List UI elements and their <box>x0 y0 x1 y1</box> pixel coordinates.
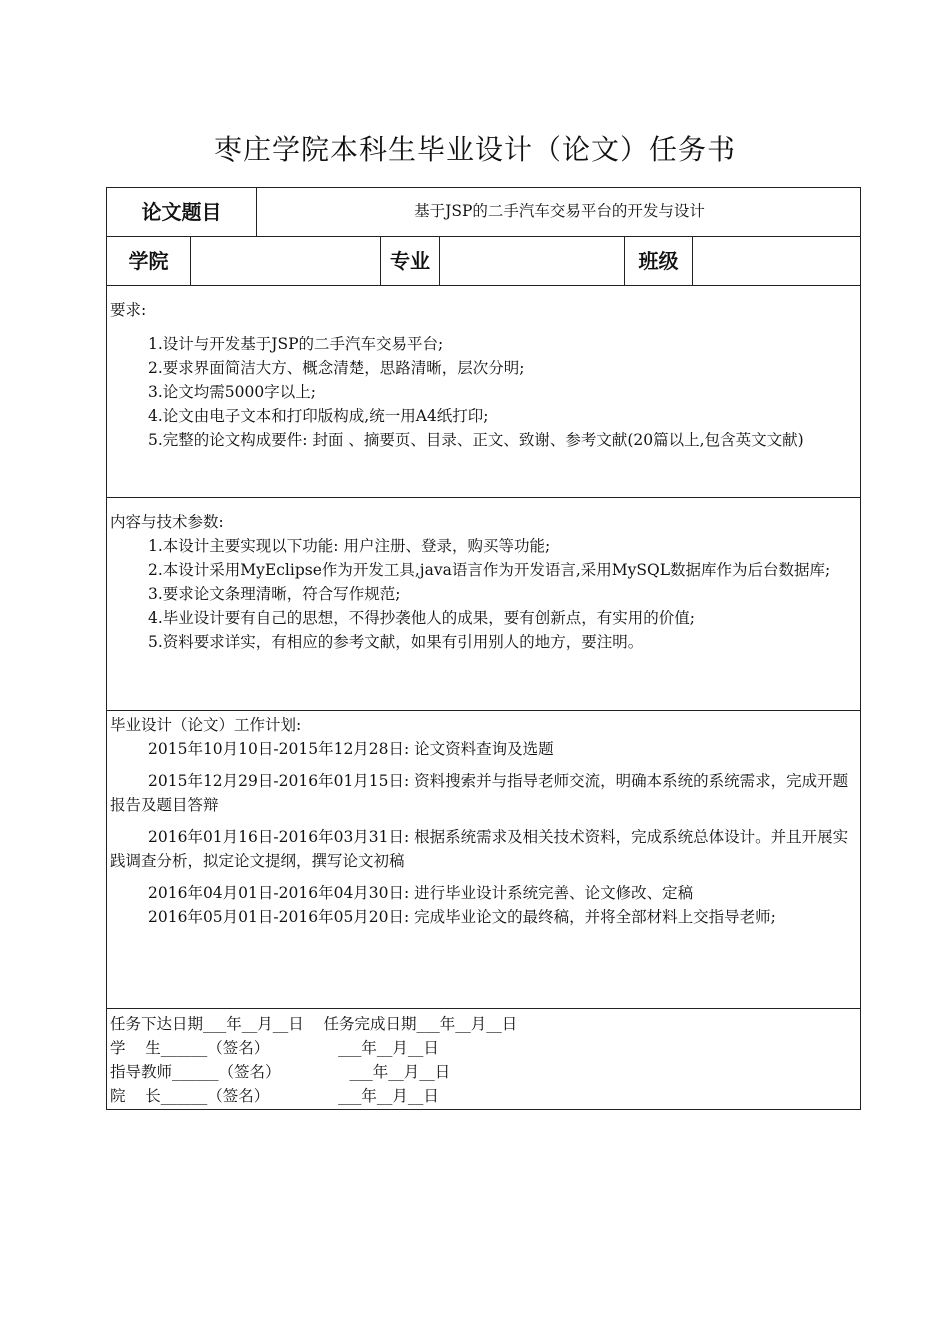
task-form <box>106 187 861 1110</box>
requirements-heading: 要求: <box>110 301 147 319</box>
requirements-section <box>107 286 860 498</box>
plan-heading: 毕业设计（论文）工作计划: <box>110 716 302 734</box>
topic-label: 论文题目 <box>107 188 257 236</box>
content-item: 2.本设计采用MyEclipse作为开发工具,java语言作为开发语言,采用MySQL数据库作为后台数据库; <box>148 561 831 579</box>
class-value <box>693 237 862 285</box>
plan-item: 2015年10月10日-2015年12月28日: 论文资料查询及选题 <box>148 740 554 758</box>
requirement-item: 2.要求界面简洁大方、概念清楚，思路清晰，层次分明; <box>148 359 525 377</box>
signature-section <box>107 1009 860 1111</box>
topic-row <box>107 188 860 237</box>
requirement-item: 5.完整的论文构成要件: 封面 、摘要页、目录、正文、致谢、参考文献(20篇以上,包含英文文献) <box>148 431 804 449</box>
task-dates-line: 任务下达日期___年__月__日 任务完成日期___年__月__日 <box>110 1015 518 1033</box>
document-title: 枣庄学院本科生毕业设计（论文）任务书 <box>213 133 736 166</box>
dean-signature-line: 院 长______（签名） ___年__月__日 <box>110 1087 439 1105</box>
class-label: 班级 <box>625 237 693 285</box>
major-value <box>440 237 625 285</box>
content-item: 1.本设计主要实现以下功能: 用户注册、登录，购买等功能; <box>148 537 551 555</box>
plan-item: 2016年04月01日-2016年04月30日: 进行毕业设计系统完善、论文修改、定稿 <box>148 884 694 902</box>
college-label: 学院 <box>107 237 191 285</box>
content-heading: 内容与技术参数: <box>110 513 224 531</box>
requirement-item: 4.论文由电子文本和打印版构成,统一用A4纸打印; <box>148 407 489 425</box>
content-item: 4.毕业设计要有自己的思想，不得抄袭他人的成果，要有创新点，有实用的价值; <box>148 609 696 627</box>
requirement-item: 3.论文均需5000字以上; <box>148 383 316 401</box>
content-item: 3.要求论文条理清晰，符合写作规范; <box>148 585 401 603</box>
plan-section <box>107 711 860 1009</box>
info-row <box>107 237 860 286</box>
college-value <box>191 237 381 285</box>
advisor-signature-line: 指导教师______（签名） ___年__月__日 <box>110 1063 451 1081</box>
topic-value: 基于JSP的二手汽车交易平台的开发与设计 <box>414 202 705 220</box>
requirement-item: 1.设计与开发基于JSP的二手汽车交易平台; <box>148 335 444 353</box>
plan-item: 2016年01月16日-2016年03月31日: 根据系统需求及相关技术资料，完成系统总体设计。并且开展实践调查分析，拟定论文提纲，撰写论文初稿 <box>110 828 849 870</box>
plan-item: 2015年12月29日-2016年01月15日: 资料搜索并与指导老师交流，明确本系统的系统需求，完成开题报告及题目答辩 <box>110 772 849 814</box>
content-section <box>107 498 860 711</box>
student-signature-line: 学 生______（签名） ___年__月__日 <box>110 1039 439 1057</box>
plan-item: 2016年05月01日-2016年05月20日: 完成毕业论文的最终稿，并将全部材料上交指导老师; <box>148 908 776 926</box>
major-label: 专业 <box>381 237 440 285</box>
content-item: 5.资料要求详实，有相应的参考文献，如果有引用别人的地方，要注明。 <box>148 633 644 651</box>
